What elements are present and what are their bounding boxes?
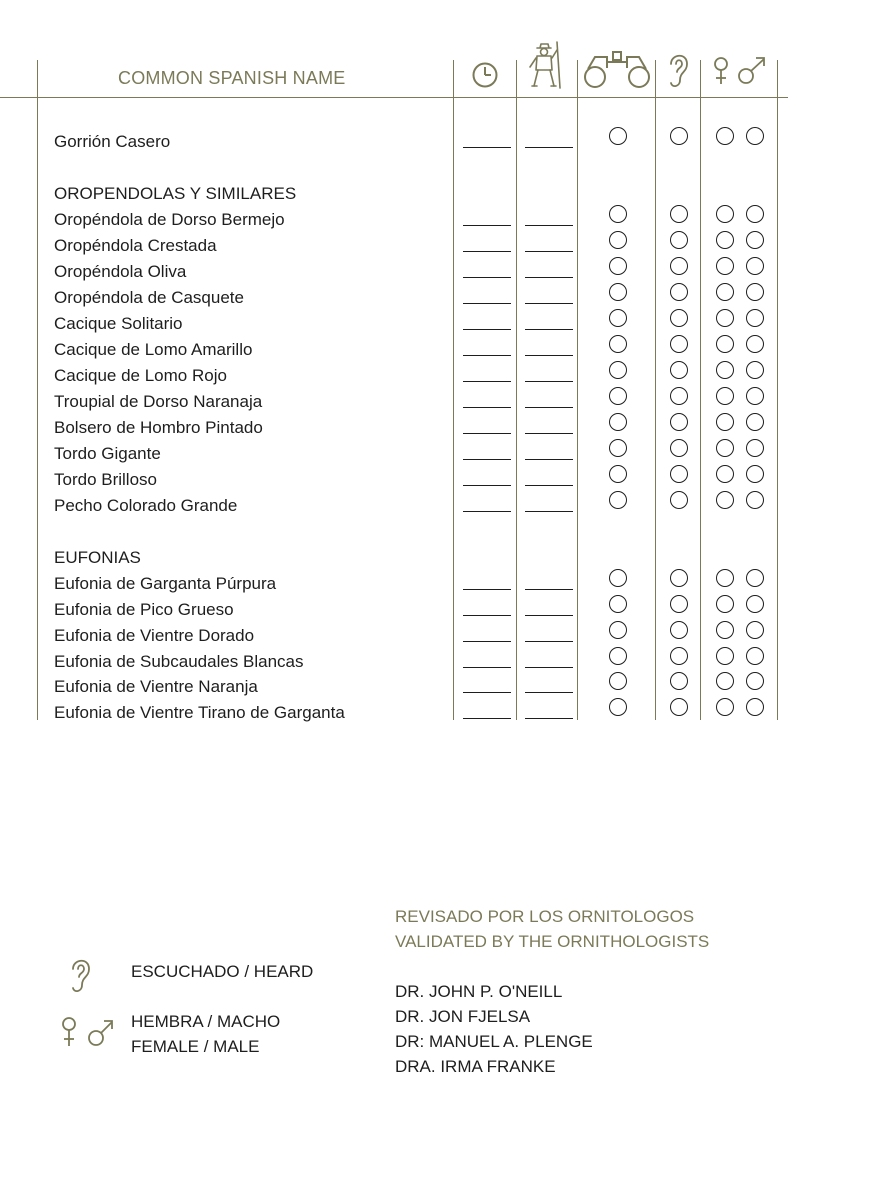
female-checkbox[interactable]	[716, 283, 734, 301]
ear-icon	[665, 50, 693, 90]
male-checkbox[interactable]	[746, 621, 764, 639]
seen-checkbox[interactable]	[609, 309, 627, 327]
time-blank[interactable]	[463, 355, 511, 356]
heard-checkbox[interactable]	[670, 335, 688, 353]
column-divider	[655, 60, 656, 720]
column-divider	[777, 60, 778, 720]
time-blank[interactable]	[463, 692, 511, 693]
location-blank[interactable]	[525, 407, 573, 408]
species-name: Eufonia de Vientre Naranja	[54, 677, 258, 696]
seen-checkbox[interactable]	[609, 491, 627, 509]
male-checkbox[interactable]	[746, 647, 764, 665]
time-blank[interactable]	[463, 277, 511, 278]
male-checkbox[interactable]	[746, 231, 764, 249]
heard-checkbox[interactable]	[670, 231, 688, 249]
location-blank[interactable]	[525, 381, 573, 382]
clock-icon	[470, 60, 500, 90]
female-male-icon	[710, 54, 770, 88]
seen-checkbox[interactable]	[609, 647, 627, 665]
time-blank[interactable]	[463, 147, 511, 148]
time-blank[interactable]	[463, 381, 511, 382]
hiker-icon	[524, 40, 566, 90]
ear-icon	[67, 955, 95, 995]
female-checkbox[interactable]	[716, 361, 734, 379]
heard-checkbox[interactable]	[670, 698, 688, 716]
male-checkbox[interactable]	[746, 387, 764, 405]
male-checkbox[interactable]	[746, 698, 764, 716]
species-name: Eufonia de Pico Grueso	[54, 600, 234, 619]
location-blank[interactable]	[525, 433, 573, 434]
time-blank[interactable]	[463, 329, 511, 330]
location-blank[interactable]	[525, 277, 573, 278]
species-name: Oropéndola Oliva	[54, 262, 187, 281]
time-blank[interactable]	[463, 718, 511, 719]
female-checkbox[interactable]	[716, 465, 734, 483]
time-blank[interactable]	[463, 511, 511, 512]
female-checkbox[interactable]	[716, 127, 734, 145]
time-blank[interactable]	[463, 225, 511, 226]
male-checkbox[interactable]	[746, 361, 764, 379]
column-divider	[453, 60, 454, 720]
time-blank[interactable]	[463, 459, 511, 460]
doctor-list	[395, 979, 593, 1079]
female-checkbox[interactable]	[716, 491, 734, 509]
location-blank[interactable]	[525, 251, 573, 252]
seen-checkbox[interactable]	[609, 127, 627, 145]
seen-checkbox[interactable]	[609, 413, 627, 431]
column-divider	[577, 60, 578, 720]
male-checkbox[interactable]	[746, 257, 764, 275]
male-checkbox[interactable]	[746, 491, 764, 509]
species-name: Eufonia de Vientre Tirano de Garganta	[54, 703, 345, 722]
male-checkbox[interactable]	[746, 413, 764, 431]
male-checkbox[interactable]	[746, 439, 764, 457]
male-checkbox[interactable]	[746, 672, 764, 690]
column-divider	[516, 60, 517, 720]
heard-checkbox[interactable]	[670, 257, 688, 275]
page-title: COMMON SPANISH NAME	[118, 68, 346, 88]
female-checkbox[interactable]	[716, 309, 734, 327]
female-checkbox[interactable]	[716, 257, 734, 275]
species-name: Eufonia de Garganta Púrpura	[54, 574, 277, 593]
location-blank[interactable]	[525, 667, 573, 668]
doctor-name: DR. JOHN P. O'NEILL	[395, 982, 563, 1001]
location-blank[interactable]	[525, 355, 573, 356]
heard-checkbox[interactable]	[670, 387, 688, 405]
legend-sex-line2: FEMALE / MALE	[131, 1037, 260, 1056]
group-heading: OROPENDOLAS Y SIMILARES	[54, 184, 297, 203]
species-name: Cacique Solitario	[54, 314, 183, 333]
time-blank[interactable]	[463, 433, 511, 434]
seen-checkbox[interactable]	[609, 595, 627, 613]
species-name: Oropéndola Crestada	[54, 236, 217, 255]
female-checkbox[interactable]	[716, 672, 734, 690]
time-blank[interactable]	[463, 251, 511, 252]
legend-heard: ESCUCHADO / HEARD	[131, 962, 314, 981]
heard-checkbox[interactable]	[670, 569, 688, 587]
female-checkbox[interactable]	[716, 387, 734, 405]
location-blank[interactable]	[525, 615, 573, 616]
seen-checkbox[interactable]	[609, 231, 627, 249]
species-name: Cacique de Lomo Rojo	[54, 366, 227, 385]
species-name: Troupial de Dorso Naranaja	[54, 392, 263, 411]
female-checkbox[interactable]	[716, 231, 734, 249]
seen-checkbox[interactable]	[609, 569, 627, 587]
location-blank[interactable]	[525, 641, 573, 642]
heard-checkbox[interactable]	[670, 647, 688, 665]
time-blank[interactable]	[463, 641, 511, 642]
seen-checkbox[interactable]	[609, 205, 627, 223]
female-checkbox[interactable]	[716, 698, 734, 716]
heard-checkbox[interactable]	[670, 465, 688, 483]
legend-sex	[131, 1009, 280, 1059]
female-male-icon	[58, 1014, 118, 1050]
time-blank[interactable]	[463, 303, 511, 304]
heard-checkbox[interactable]	[670, 309, 688, 327]
seen-checkbox[interactable]	[609, 361, 627, 379]
species-name: Oropéndola de Casquete	[54, 288, 244, 307]
heard-checkbox[interactable]	[670, 595, 688, 613]
female-checkbox[interactable]	[716, 595, 734, 613]
heard-checkbox[interactable]	[670, 439, 688, 457]
seen-checkbox[interactable]	[609, 387, 627, 405]
legend-sex-line1: HEMBRA / MACHO	[131, 1012, 281, 1031]
male-checkbox[interactable]	[746, 309, 764, 327]
species-name: Tordo Gigante	[54, 444, 161, 463]
male-checkbox[interactable]	[746, 127, 764, 145]
species-name: Bolsero de Hombro Pintado	[54, 418, 263, 437]
male-checkbox[interactable]	[746, 335, 764, 353]
female-checkbox[interactable]	[716, 335, 734, 353]
seen-checkbox[interactable]	[609, 283, 627, 301]
male-checkbox[interactable]	[746, 595, 764, 613]
male-checkbox[interactable]	[746, 465, 764, 483]
species-name: Pecho Colorado Grande	[54, 496, 238, 515]
female-checkbox[interactable]	[716, 621, 734, 639]
male-checkbox[interactable]	[746, 569, 764, 587]
species-name: Eufonia de Subcaudales Blancas	[54, 652, 304, 671]
time-blank[interactable]	[463, 615, 511, 616]
species-name: Oropéndola de Dorso Bermejo	[54, 210, 285, 229]
location-blank[interactable]	[525, 147, 573, 148]
species-name: Tordo Brilloso	[54, 470, 157, 489]
time-blank[interactable]	[463, 407, 511, 408]
location-blank[interactable]	[525, 303, 573, 304]
heard-checkbox[interactable]	[670, 621, 688, 639]
location-blank[interactable]	[525, 692, 573, 693]
heard-checkbox[interactable]	[670, 413, 688, 431]
heard-checkbox[interactable]	[670, 283, 688, 301]
column-divider	[700, 60, 701, 720]
group-heading: EUFONIAS	[54, 548, 141, 567]
location-blank[interactable]	[525, 329, 573, 330]
heard-checkbox[interactable]	[670, 672, 688, 690]
time-blank[interactable]	[463, 667, 511, 668]
male-checkbox[interactable]	[746, 205, 764, 223]
female-checkbox[interactable]	[716, 205, 734, 223]
binoculars-icon	[583, 50, 653, 90]
species-name: Cacique de Lomo Amarillo	[54, 340, 253, 359]
location-blank[interactable]	[525, 511, 573, 512]
female-checkbox[interactable]	[716, 439, 734, 457]
female-checkbox[interactable]	[716, 413, 734, 431]
validation-line1: REVISADO POR LOS ORNITOLOGOS	[395, 907, 695, 926]
seen-checkbox[interactable]	[609, 672, 627, 690]
location-blank[interactable]	[525, 225, 573, 226]
time-blank[interactable]	[463, 589, 511, 590]
doctor-name: DR. JON FJELSA	[395, 1007, 531, 1026]
seen-checkbox[interactable]	[609, 257, 627, 275]
heard-checkbox[interactable]	[670, 127, 688, 145]
female-checkbox[interactable]	[716, 569, 734, 587]
species-name: Eufonia de Vientre Dorado	[54, 626, 255, 645]
seen-checkbox[interactable]	[609, 335, 627, 353]
seen-checkbox[interactable]	[609, 465, 627, 483]
seen-checkbox[interactable]	[609, 698, 627, 716]
seen-checkbox[interactable]	[609, 439, 627, 457]
male-checkbox[interactable]	[746, 283, 764, 301]
column-divider	[37, 60, 38, 720]
seen-checkbox[interactable]	[609, 621, 627, 639]
validation-heading	[395, 904, 709, 954]
location-blank[interactable]	[525, 589, 573, 590]
location-blank[interactable]	[525, 485, 573, 486]
doctor-name: DR: MANUEL A. PLENGE	[395, 1032, 593, 1051]
location-blank[interactable]	[525, 459, 573, 460]
validation-line2: VALIDATED BY THE ORNITHOLOGISTS	[395, 932, 710, 951]
heard-checkbox[interactable]	[670, 205, 688, 223]
heard-checkbox[interactable]	[670, 361, 688, 379]
time-blank[interactable]	[463, 485, 511, 486]
header-rule	[0, 97, 788, 98]
heard-checkbox[interactable]	[670, 491, 688, 509]
species-name: Gorrión Casero	[54, 132, 171, 151]
location-blank[interactable]	[525, 718, 573, 719]
female-checkbox[interactable]	[716, 647, 734, 665]
doctor-name: DRA. IRMA FRANKE	[395, 1057, 556, 1076]
